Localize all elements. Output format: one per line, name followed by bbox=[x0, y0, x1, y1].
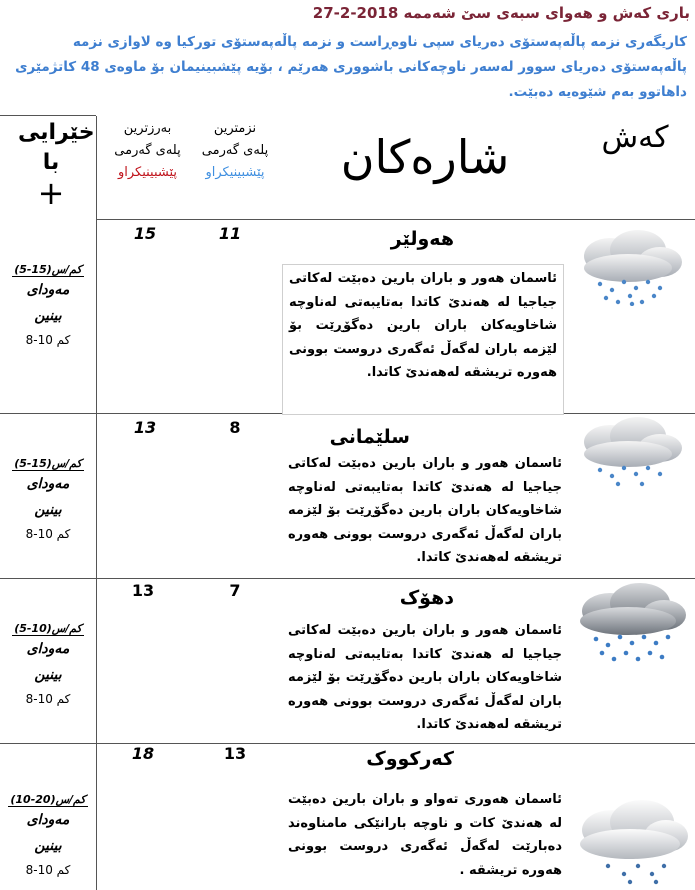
visibility-value: 8-10 کم bbox=[25, 692, 71, 706]
wind-visibility-cell bbox=[4, 617, 92, 710]
visibility-value: 8-10 کم bbox=[25, 527, 71, 541]
max-temp-value: 15 bbox=[133, 224, 157, 243]
max-temp-value: 13 bbox=[133, 418, 157, 437]
min-temp-value: 13 bbox=[223, 744, 247, 763]
table-row bbox=[0, 579, 695, 743]
wind-speed: (10-20)کم/س bbox=[10, 793, 86, 806]
table-row bbox=[0, 744, 695, 890]
visibility-label-2: بینین bbox=[34, 308, 62, 324]
title-text: باری کەش و هەوای سبەی سێ شەممە bbox=[403, 4, 690, 22]
table-row bbox=[0, 220, 695, 413]
wind-visibility-cell bbox=[4, 452, 92, 545]
visibility-label-2: بینین bbox=[34, 667, 62, 683]
wind-speed: (5-15)کم/س bbox=[14, 263, 82, 276]
min-temp-header bbox=[190, 118, 280, 184]
visibility-label-1: مەودای bbox=[26, 641, 70, 657]
wind-header-line1: خێرایی bbox=[18, 120, 95, 145]
weather-description: ئاسمان هەوری تەواو و باران بارین دەبێت لە هەندێ کات و ناوچە بارانێکی مامناوەند دەبارێت لەگەڵ ئەگەری دروست بوونی هەورە تریشقە . bbox=[288, 792, 562, 878]
wind-visibility-cell bbox=[4, 258, 92, 351]
max-temp-header-line2: پلەی گەرمی bbox=[114, 143, 181, 158]
plus-icon: + bbox=[37, 174, 65, 212]
rain-cloud-icon bbox=[568, 794, 690, 886]
min-temp-value: 8 bbox=[229, 418, 241, 437]
rain-cloud-icon bbox=[570, 226, 685, 306]
weather-description: ئاسمان هەور و باران بارین دەبێت لەکاتی جیاجیا لە هەندێ کاتدا بەتایبەتی لەناوچە شاخاویەکان باران بارین دەگۆڕێت بۆ لێزمە باران لەگەڵ ئەگەری دروست بوونی هەورە تریشقە لەهەندێ کاتدا. bbox=[288, 456, 562, 565]
city-name: سلێمانی bbox=[329, 426, 410, 448]
page-title bbox=[270, 4, 690, 22]
visibility-label-2: بینین bbox=[34, 502, 62, 518]
divider bbox=[0, 115, 96, 116]
max-temp-value: 13 bbox=[131, 581, 155, 600]
visibility-value: 8-10 کم bbox=[25, 333, 71, 347]
header-description: کاریگەری نزمە پاڵەپەستۆی دەریای سپی ناوەڕاست و نزمە پاڵەپەستۆی تورکیا وە لاوازی نزمە پاڵەپەستۆی دەریای سوور لەسەر ناوچەکانی باشووری هەرێم ، بۆیە پێشبینیمان بۆ ماوەی 48 کاتژمێری داهاتوو بەم شێوەیە دەبێت. bbox=[15, 34, 687, 100]
wind-speed: (5-10)کم/س bbox=[14, 622, 82, 635]
wind-header bbox=[18, 118, 95, 212]
max-temp-header bbox=[100, 118, 195, 184]
min-temp-value: 7 bbox=[229, 581, 241, 600]
max-temp-header-line3: پێشبینیکراو bbox=[117, 165, 178, 180]
weather-description: ئاسمان هەور و باران بارین دەبێت لەکاتی جیاجیا لە هەندێ کاتدا بەتایبەتی لەناوچە شاخاویەکان باران بارین دەگۆڕێت بۆ لێزمە باران لەگەڵ ئەگەری دروست بوونی هەورە تریشقە لەهەندێ کاتدا. bbox=[288, 623, 562, 732]
min-temp-header-line2: پلەی گەرمی bbox=[201, 143, 269, 158]
min-temp-header-line1: نزمترین bbox=[213, 121, 257, 136]
visibility-label-1: مەودای bbox=[26, 282, 70, 298]
city-name: هەولێر bbox=[390, 228, 454, 250]
min-temp-value: 11 bbox=[218, 224, 242, 243]
wind-header-line2: با bbox=[42, 150, 60, 175]
wind-speed: (5-15)کم/س bbox=[14, 457, 82, 470]
city-name: دهۆک bbox=[399, 587, 454, 609]
visibility-label-1: مەودای bbox=[26, 812, 70, 828]
visibility-label-1: مەودای bbox=[26, 476, 70, 492]
date-text: 2018-2-27 bbox=[312, 4, 399, 22]
wind-visibility-cell bbox=[4, 788, 92, 881]
rain-cloud-icon bbox=[568, 581, 688, 663]
max-temp-header-line1: بەرزترین bbox=[123, 121, 172, 136]
max-temp-value: 18 bbox=[131, 744, 155, 763]
cities-column-header: شارەکان bbox=[340, 130, 510, 184]
city-name: کەرکووک bbox=[366, 748, 454, 770]
weather-column-header: کەش bbox=[601, 120, 669, 155]
weather-description: ئاسمان هەور و باران بارین دەبێت لەکاتی جیاجیا لە هەندێ کاتدا بەتایبەتی لەناوچە شاخاویەکان باران بارین دەگۆڕێت بۆ لێزمە باران لەگەڵ ئەگەری دروست بوونی هەورە تریشقە لەهەندێ کاتدا. bbox=[282, 264, 564, 415]
min-temp-header-line3: پێشبینیکراو bbox=[205, 165, 265, 180]
rain-cloud-icon bbox=[570, 414, 685, 489]
table-row bbox=[0, 414, 695, 578]
visibility-value: 8-10 کم bbox=[25, 863, 71, 877]
visibility-label-2: بینین bbox=[34, 838, 62, 854]
